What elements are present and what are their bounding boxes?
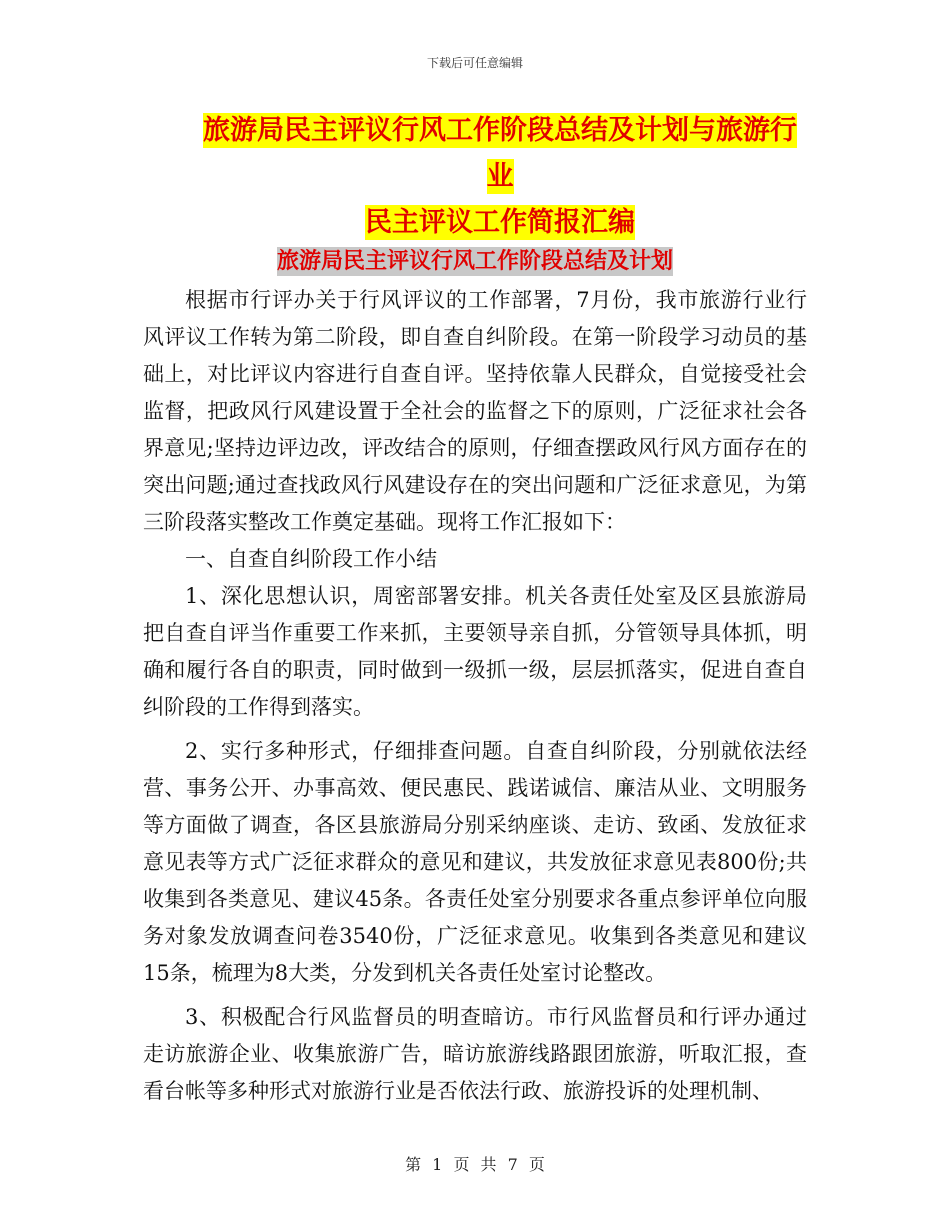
document-title-line-2: 民主评议工作简报汇编 xyxy=(365,207,635,238)
header-note: 下载后可任意编辑 xyxy=(426,56,523,70)
paragraph-item-1: 1、深化思想认识，周密部署安排。机关各责任处室及区县旅游局把自查自评当作重要工作来抓，主要领导亲自抓，分管领导具体抓，明确和履行各自的职责，同时做到一级抓一级，层层抓落实，促进自查自纠阶段的工作得到落实。 xyxy=(143,584,807,719)
section-title-text: 旅游局民主评议行风工作阶段总结及计划 xyxy=(276,249,673,274)
document-title-line-1: 旅游局民主评议行风工作阶段总结及计划与旅游行业 xyxy=(203,115,797,192)
paragraph-item-2: 2、实行多种形式，仔细排查问题。自查自纠阶段，分别就依法经营、事务公开、办事高效、便民惠民、践诺诚信、廉洁从业、文明服务等方面做了调查，各区县旅游局分别采纳座谈、走访、致函、发放征求意见表等方式广泛征求群众的意见和建议，共发放征求意见表800份;共收集到各类意见、建议45条。各责任处室分别要求各重点参评单位向服务对象发放调查问卷3540份，广泛征求意见。收集到各类意见和建议15条，梳理为8大类，分发到机关各责任处室讨论整改。 xyxy=(143,739,807,985)
page-number-footer: 第 1 页 共 7 页 xyxy=(405,1155,545,1174)
paragraph-item-3: 3、积极配合行风监督员的明查暗访。市行风监督员和行评办通过走访旅游企业、收集旅游广告，暗访旅游线路跟团旅游，听取汇报，查看台帐等多种形式对旅游行业是否依法行政、旅游投诉的处理机制、 xyxy=(143,1005,807,1103)
section-title xyxy=(0,243,950,281)
document-title xyxy=(190,108,810,246)
paragraph-intro: 根据市行评办关于行风评议的工作部署，7月份，我市旅游行业行风评议工作转为第二阶段，即自查自纠阶段。在第一阶段学习动员的基础上，对比评议内容进行自查自评。坚持依靠人民群众，自觉接受社会监督，把政风行风建设置于全社会的监督之下的原则，广泛征求社会各界意见;坚持边评边改，评改结合的原则，仔细查摆政风行风方面存在的突出问题;通过查找政风行风建设存在的突出问题和广泛征求意见，为第三阶段落实整改工作奠定基础。现将工作汇报如下： xyxy=(143,288,807,534)
paragraph-heading-1: 一、自查自纠阶段工作小结 xyxy=(185,547,437,571)
document-body xyxy=(143,282,807,1110)
